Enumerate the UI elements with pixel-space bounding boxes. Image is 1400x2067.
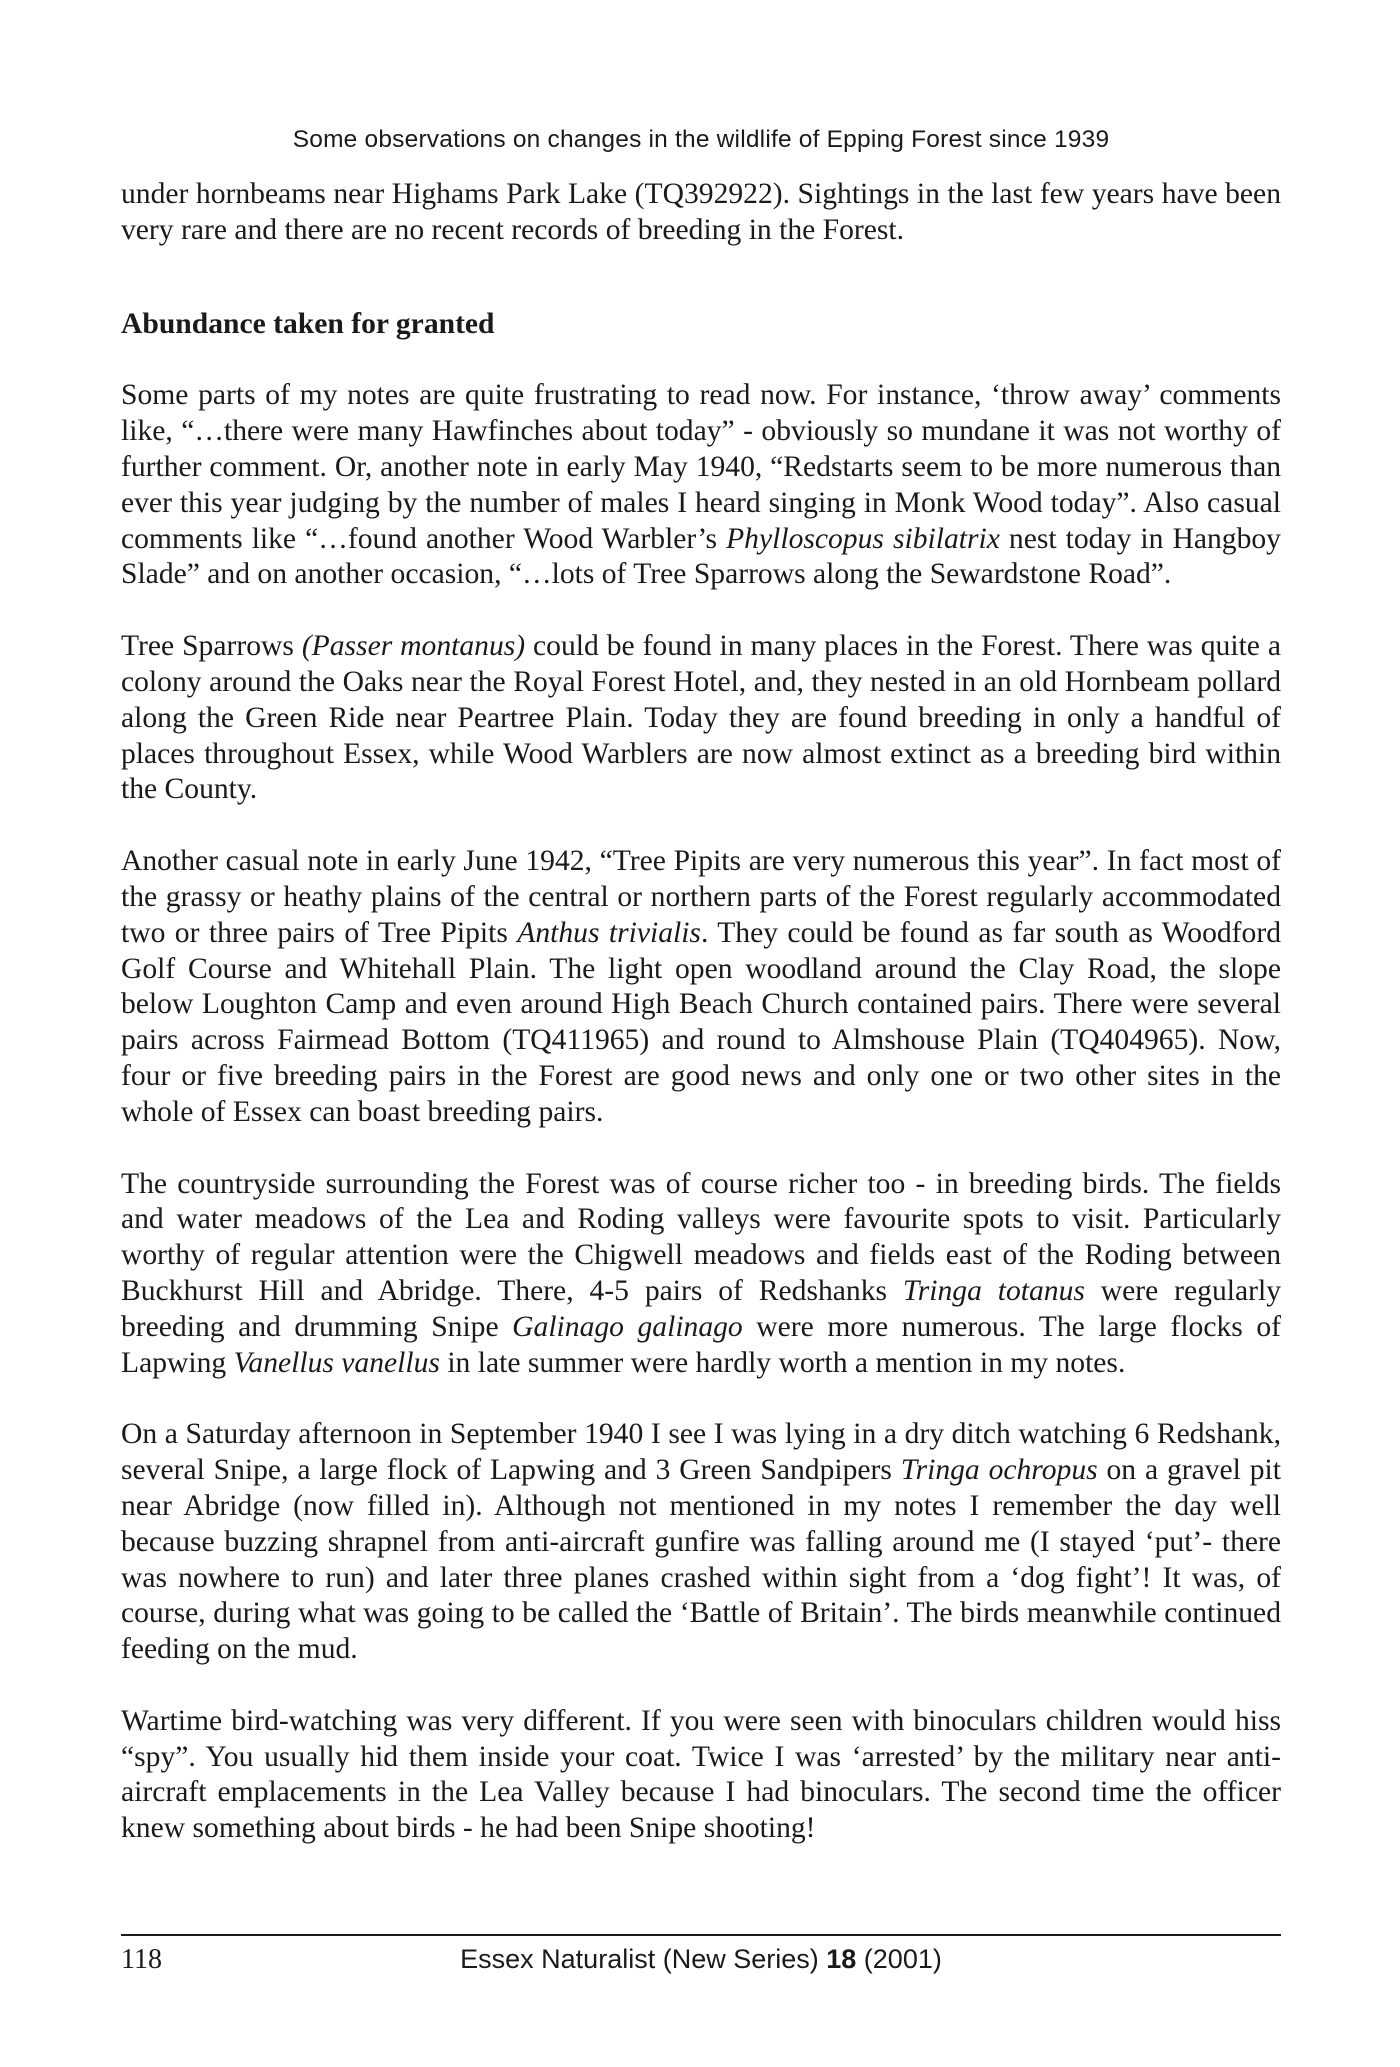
paragraph-text: . They could be found as far south as Woodford Golf Course and Whitehall Plain. The light open woodland around the Clay Road, the slope below Loughton Camp and even around High Beach Church contained pairs. There were several pairs across Fairmead Bottom (TQ411965) and round to Almshouse Plain (TQ404965). Now, four or five breeding pairs in the Forest are good news and only one or two other sites in the whole of Essex can boast breeding pairs. (121, 916, 1281, 1128)
species-name: Vanellus vanellus (233, 1346, 440, 1379)
journal-year: (2001) (856, 1944, 942, 1974)
paragraph-text: On a Saturday afternoon in September 1940 I see I was lying in a dry ditch watching 6 Redshank, several Snipe, a large flock of Lapwing and 3 Green Sandpipers (121, 1418, 1281, 1487)
paragraph-tree-sparrows (121, 629, 1281, 808)
paragraph-text: Tree Sparrows (121, 630, 302, 663)
paragraph-september-1940 (121, 1417, 1281, 1668)
paragraph-countryside (121, 1167, 1281, 1382)
journal-name: Essex Naturalist (New Series) (460, 1944, 827, 1974)
paragraph-text: could be found in many places in the Forest. There was quite a colony around the Oaks near the Royal Forest Hotel, and, they nested in an old Hornbeam pollard along the Green Ride near Peartree Plain. Today they are found breeding in only a handful of places throughout Essex, while Wood Warblers are now almost extinct as a breeding bird within the County. (121, 630, 1281, 806)
species-name: Phylloscopus sibilatrix (726, 522, 1000, 555)
species-name: Galinago galinago (512, 1310, 743, 1343)
paragraph-text: nest today in Hangboy Slade” and on another occasion, “…lots of Tree Sparrows along the Sewardstone Road”. (121, 522, 1281, 591)
paragraph-text: Another casual note in early June 1942, “Tree Pipits are very numerous this year”. In fact most of the grassy or heathy plains of the central or northern parts of the Forest regularly accommodated two or three pairs of Tree Pipits (121, 845, 1281, 949)
species-name: Tringa ochropus (900, 1454, 1098, 1487)
article-body (121, 177, 1281, 1847)
journal-citation (121, 1944, 1281, 1975)
page-number: 118 (121, 1944, 162, 1975)
paragraph-wartime: Wartime bird-watching was very different. If you were seen with binoculars children would hiss “spy”. You usually hid them inside your coat. Twice I was ‘arrested’ by the military near anti-aircraft emplacements in the Lea Valley because I had binoculars. The second time the officer knew something about birds - he had been Snipe shooting! (121, 1704, 1281, 1845)
journal-volume: 18 (826, 1944, 857, 1974)
paragraph-text: The countryside surrounding the Forest was of course richer too - in breeding birds. The fields and water meadows of the Lea and Roding valleys were favourite spots to visit. Particularly worthy of regular attention were the Chigwell meadows and fields east of the Roding between Buckhurst Hill and Abridge. There, 4-5 pairs of Redshanks (121, 1167, 1281, 1307)
paragraph-text: were more numerous. The large flocks of Lapwing (121, 1310, 1281, 1379)
paragraph-text: Some parts of my notes are quite frustrating to read now. For instance, ‘throw away’ comments like, “…there were many Hawfinches about today” - obviously so mundane it was not worthy of further comment. Or, another note in early May 1940, “Redstarts seem to be more numerous than ever this year judging by the number of males I heard singing in Monk Wood today”. Also casual comments like “…found another Wood Warbler’s (121, 379, 1281, 555)
paragraph-text: in late summer were hardly worth a mention in my notes. (439, 1346, 1126, 1379)
paragraph-tree-pipits (121, 844, 1281, 1130)
species-name: (Passer montanus) (301, 630, 526, 663)
section-heading: Abundance taken for granted (121, 307, 495, 340)
species-name: Tringa totanus (902, 1274, 1085, 1307)
intro-paragraph: under hornbeams near Highams Park Lake (TQ392922). Sightings in the last few years have been very rare and there are no recent records of breeding in the Forest. (121, 178, 1281, 246)
footer-rule (121, 1934, 1281, 1936)
paragraph-text: on a gravel pit near Abridge (now filled in). Although not mentioned in my notes I remember the day well because buzzing shrapnel from anti-aircraft gunfire was falling around me (I stayed ‘put’- there was nowhere to run) and later three planes crashed within sight from a ‘dog fight’! It was, of course, during what was going to be called the ‘Battle of Britain’. The birds meanwhile continued feeding on the mud. (121, 1454, 1281, 1666)
paragraph-notes (121, 378, 1281, 593)
paragraph-text: were regularly breeding and drumming Snipe (121, 1274, 1281, 1343)
running-header: Some observations on changes in the wildlife of Epping Forest since 1939 (292, 126, 1110, 153)
species-name: Anthus trivialis (517, 916, 701, 949)
